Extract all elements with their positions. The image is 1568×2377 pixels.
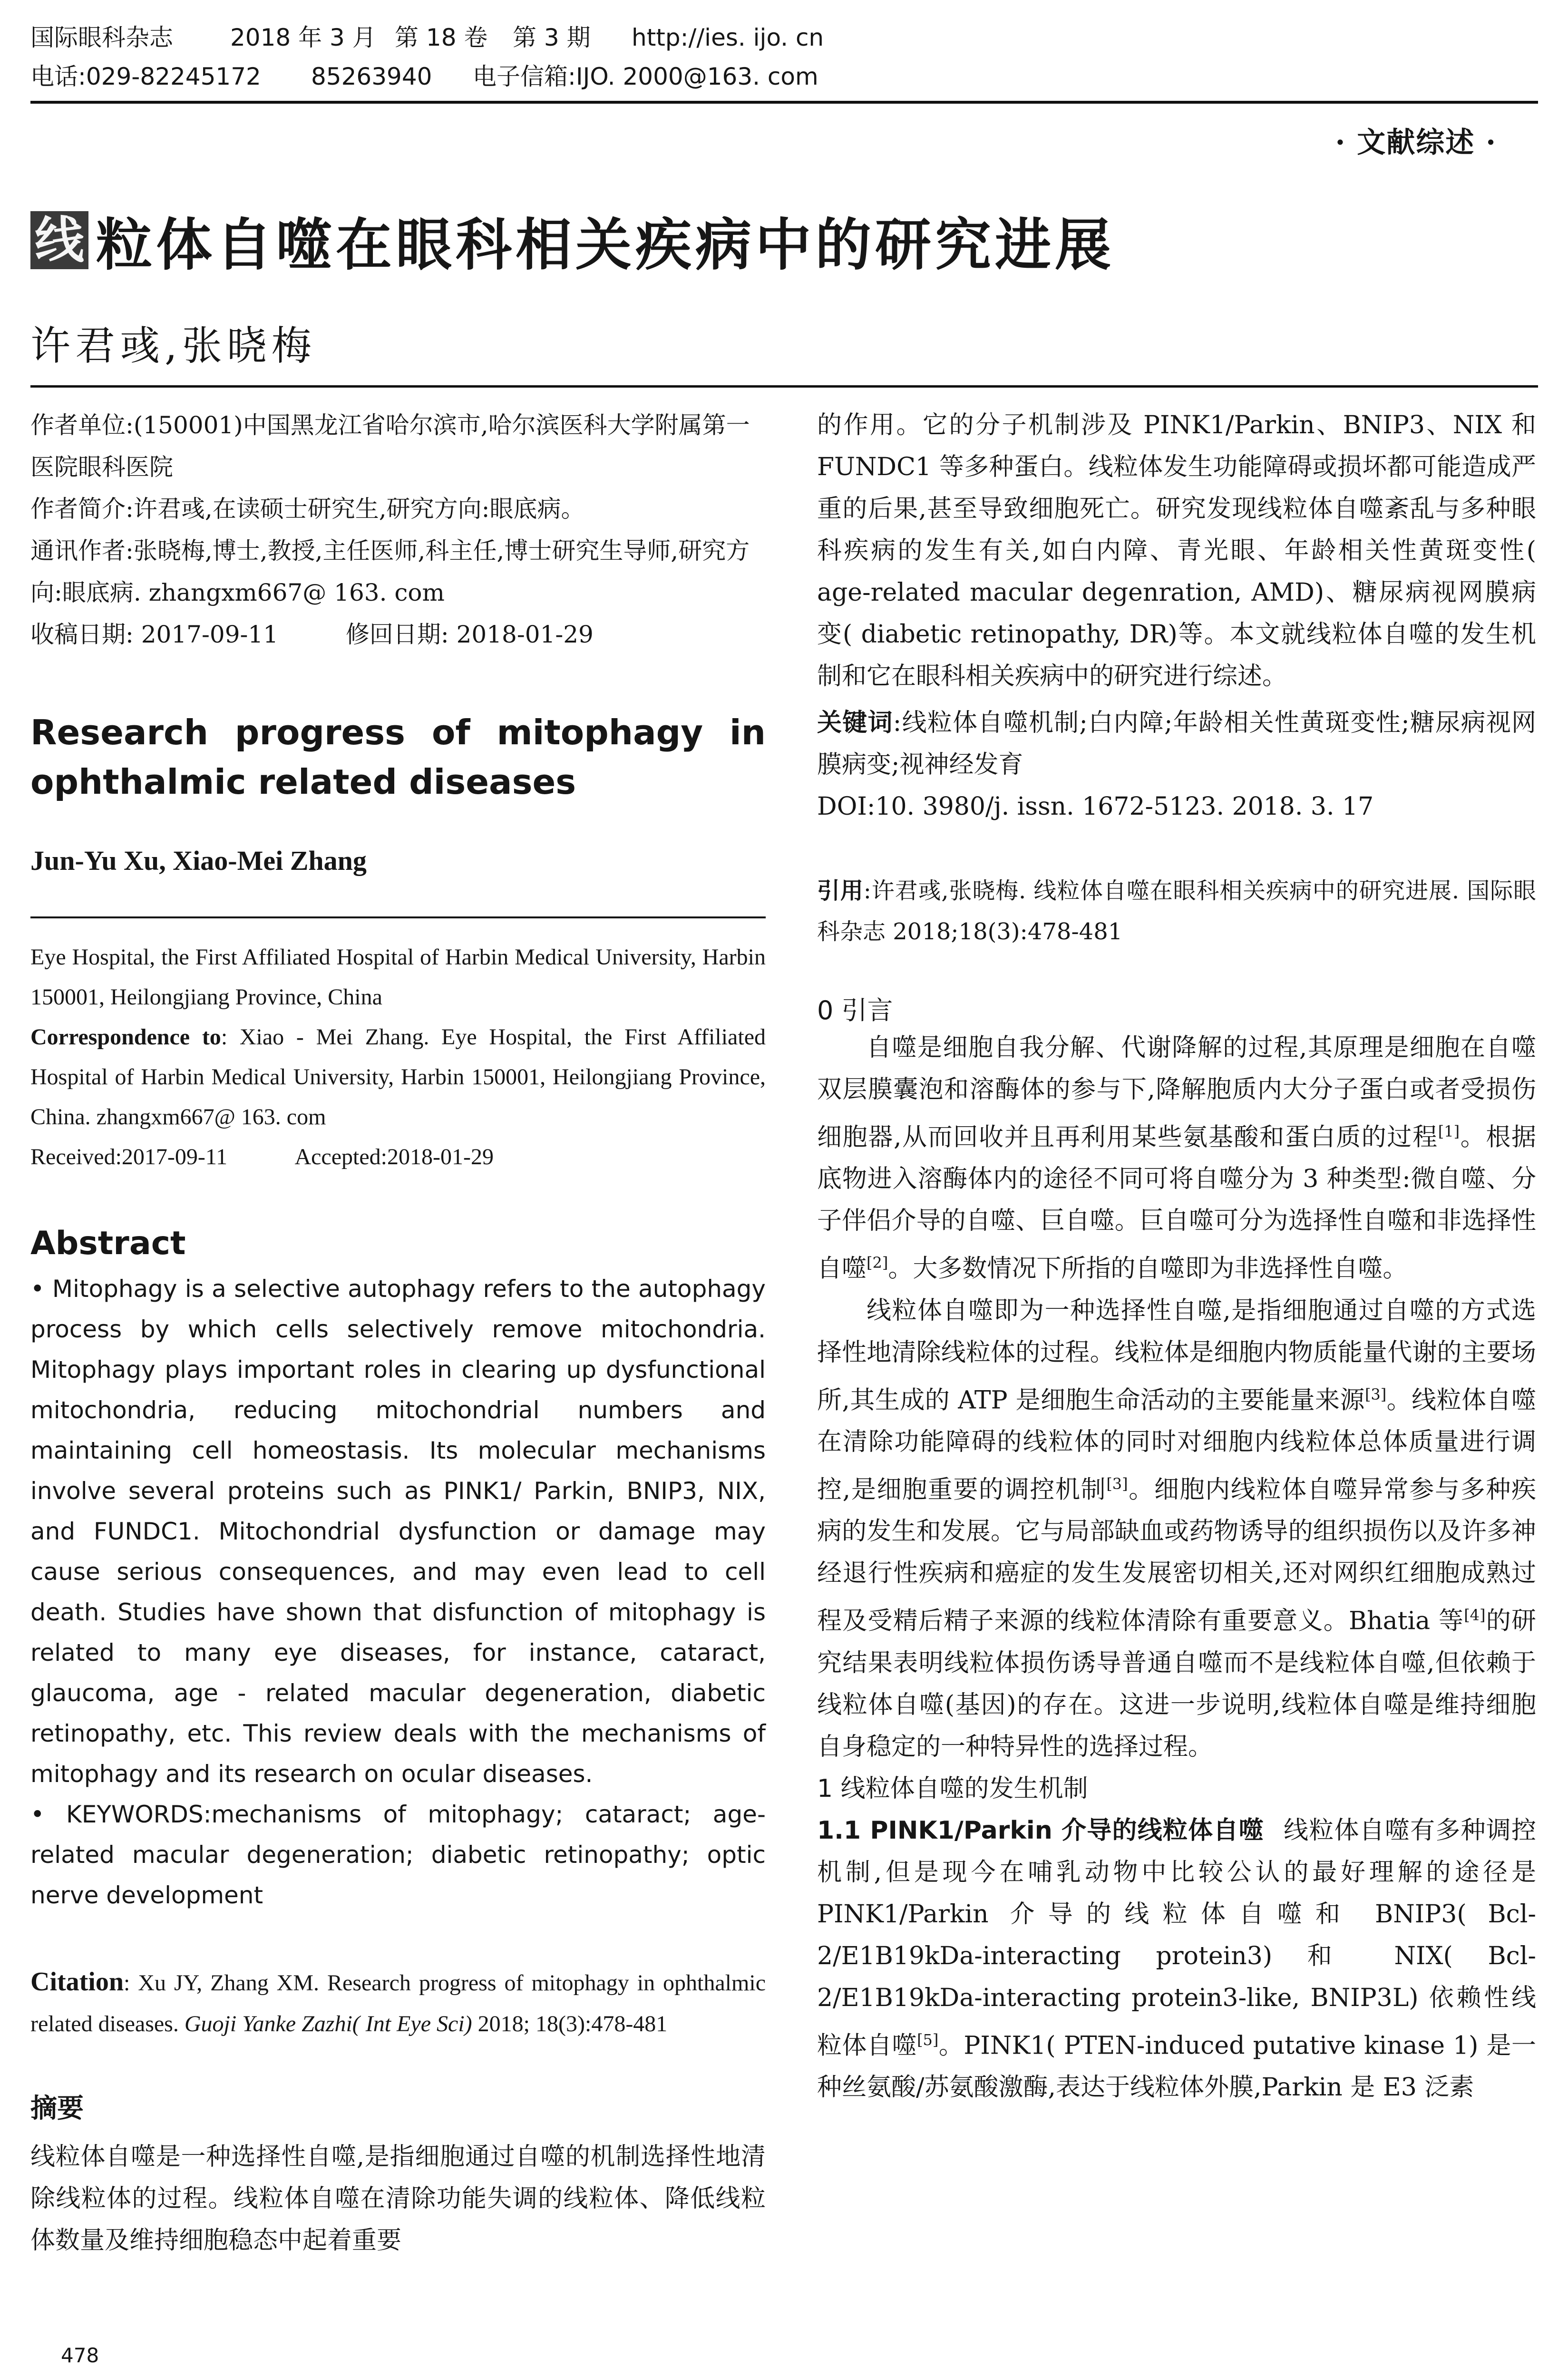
english-affiliation-block (30, 937, 766, 1177)
title-drop-char: 线 (30, 211, 88, 269)
page-number: 478 (61, 2344, 99, 2367)
citation-text: : Xu JY, Zhang XM. Research progress of mitophagy in ophthalmic related diseases. (30, 1970, 766, 2036)
left-column (30, 404, 766, 2261)
english-keywords: • KEYWORDS:mechanisms of mitophagy; cataract; age-related macular degeneration; diabetic retinopathy; optic nerve development (30, 1801, 766, 1909)
ref-1[interactable]: [1] (1438, 1122, 1460, 1140)
p1-part-c: 。大多数情况下所指的自噬即为非选择性自噬。 (888, 1254, 1408, 1283)
english-affiliation: Eye Hospital, the First Affiliated Hospital of Harbin Medical University, Harbin 150001, Heilongjiang Province, China (30, 945, 766, 1010)
p2-part-a: 线粒体自噬即为一种选择性自噬,是指细胞通过自噬的方式选择性地清除线粒体的过程。线粒体是细胞内物质能量代谢的主要场所,其生成的 ATP 是细胞生命活动的主要能量来源 (817, 1296, 1536, 1414)
section-1-heading: 1 线粒体自噬的发生机制 (817, 1774, 1088, 1803)
author-info (30, 404, 766, 655)
english-citation (30, 1961, 766, 2045)
english-correspondence (30, 1017, 766, 1137)
citation-tail: 2018; 18(3):478-481 (477, 2011, 668, 2036)
citation-cn-label: 引用 (817, 877, 864, 904)
english-title-line-1: Research progress of mitophagy in (30, 712, 766, 752)
p1-part-b: 。根据底物进入溶酶体内的途径不同可将自噬分为 3 种类型:微自噬、分子伴侣介导的自噬、巨自噬。巨自噬可分为选择性自噬和非选择性自噬 (817, 1123, 1536, 1283)
correspondence-label: Correspondence to (30, 1024, 221, 1050)
paragraph-1 (817, 1027, 1536, 1290)
english-title-line-2: ophthalmic related diseases (30, 762, 576, 802)
phone: 电话:029-82245172 (30, 63, 261, 90)
ref-4[interactable]: [4] (1464, 1606, 1486, 1625)
volume: 第 18 卷 (395, 24, 488, 51)
corresponding-author: 通讯作者:张晓梅,博士,教授,主任医师,科主任,博士研究生导师,研究方向:眼底病. zhangxm667@ 163. com (30, 537, 750, 606)
right-column (817, 404, 1536, 2108)
title-text: 粒体自噬在眼科相关疾病中的研究进展 (96, 212, 1115, 278)
issue-date: 2018 年 3 月 (230, 24, 376, 51)
journal-name: 国际眼科杂志 (30, 24, 173, 51)
phone-2: 85263940 (311, 63, 432, 90)
doi[interactable]: DOI:10. 3980/j. issn. 1672-5123. 2018. 3. 17 (817, 792, 1374, 821)
keywords-label: 关键词 (817, 709, 893, 737)
affiliation-rule (30, 916, 766, 918)
english-title (30, 708, 766, 807)
english-authors: Jun-Yu Xu, Xiao-Mei Zhang (30, 845, 367, 876)
chinese-abstract-left: 线粒体自噬是一种选择性自噬,是指细胞通过自噬的机制选择性地清除线粒体的过程。线粒体自噬在清除功能失调的线粒体、降低线粒体数量及维持细胞稳态中起着重要 (30, 2143, 766, 2255)
english-abstract (30, 1269, 766, 1916)
author-unit: 作者单位:(150001)中国黑龙江省哈尔滨市,哈尔滨医科大学附属第一医院眼科医院 (30, 411, 750, 481)
citation-cn-text: :许君彧,张晓梅. 线粒体自噬在眼科相关疾病中的研究进展. 国际眼科杂志 2018;18(3):478-481 (817, 877, 1536, 945)
p2-part-b: 。线粒体自噬在清除功能障碍的线粒体的同时对细胞内线粒体总体质量进行调控,是细胞重要的调控机制 (817, 1385, 1536, 1504)
chinese-keywords (817, 702, 1536, 786)
revised-date: 修回日期: 2018-01-29 (345, 621, 594, 648)
ref-3a[interactable]: [3] (1364, 1385, 1387, 1403)
ref-3b[interactable]: [3] (1106, 1474, 1128, 1493)
title-rule (30, 385, 1538, 388)
abstract-text: • Mitophagy is a selective autophagy refers to the autophagy process by which cells selectively remove mitochondria. Mitophagy plays important roles in clearing up dysfunctional mitochondria, reducing mitochondrial numbers and maintaining cell homeostasis. Its molecular mechanisms involve several proteins such as PINK1/ Parkin, BNIP3, NIX, and FUNDC1. Mitochondrial dysfunction or damage may cause serious consequences, and may even lead to cell death. Studies have shown that disfunction of mitophagy is related to many eye diseases, for instance, cataract, glaucoma, age - related macular degeneration, diabetic retinopathy, etc. This review deals with the mechanisms of mitophagy and its research on ocular diseases. (30, 1275, 766, 1788)
article-title (30, 200, 1115, 281)
chinese-abstract-right: 的作用。它的分子机制涉及 PINK1/Parkin、BNIP3、NIX 和 FUNDC1 等多种蛋白。线粒体发生功能障碍或损坏都可能造成严重的后果,甚至导致细胞死亡。研究发现线粒体自噬紊乱与多种眼科疾病的发生有关,如白内障、青光眼、年龄相关性黄斑变性( age-related macular degenration, AMD)、糖尿病视网膜病变( diabetic retinopathy, DR)等。本文就线粒体自噬的发生机制和它在眼科相关疾病中的研究进行综述。 (817, 411, 1536, 691)
english-received: Received:2017-09-11 (30, 1144, 228, 1169)
section-1-1-heading: 1.1 PINK1/Parkin 介导的线粒体自噬 (817, 1816, 1264, 1845)
paragraph-2 (817, 1290, 1536, 1768)
keywords-text: :线粒体自噬机制;白内障;年龄相关性黄斑变性;糖尿病视网膜病变;视神经发育 (817, 709, 1536, 779)
number: 第 3 期 (513, 24, 591, 51)
author-intro: 作者简介:许君彧,在读硕士研究生,研究方向:眼底病。 (30, 495, 585, 523)
p2-part-c: 。细胞内线粒体自噬异常参与多种疾病的发生和发展。它与局部缺血或药物诱导的组织损伤以及许多神经退行性疾病和癌症的发生发展密切相关,还对网织红细胞成熟过程及受精后精子来源的线粒体清除有重要意义。Bhatia 等 (817, 1475, 1536, 1636)
intro-heading: 0 引言 (817, 995, 893, 1025)
email[interactable]: 电子信箱:IJO. 2000@163. com (473, 63, 818, 90)
chinese-abstract-heading: 摘要 (30, 2093, 84, 2124)
header-rule (30, 101, 1538, 104)
section-tag: · 文献综述 · (1335, 126, 1497, 159)
citation-label: Citation (30, 1967, 124, 1997)
ref-5[interactable]: [5] (917, 2030, 939, 2049)
abstract-heading: Abstract (30, 1225, 186, 1262)
authors-cn: 许君彧,张晓梅 (30, 322, 316, 369)
chinese-citation (817, 870, 1536, 952)
dates-row (30, 614, 766, 655)
received-date: 收稿日期: 2017-09-11 (30, 621, 279, 648)
paragraph-3 (817, 1810, 1536, 2108)
p3-part-a: 线粒体自噬有多种调控机制,但是现今在哺乳动物中比较公认的最好理解的途径是 PINK1/Parkin 介导的线粒体自噬和 BNIP3( Bcl-2/E1B19kDa-interacting protein3) 和 NIX( Bcl-2/E1B19kDa-interacting protein3-like, BNIP3L) 依赖性线粒体自噬 (817, 1816, 1536, 2060)
ref-2[interactable]: [2] (867, 1254, 888, 1272)
english-accepted: Accepted:2018-01-29 (294, 1144, 494, 1169)
correspondence-text: : Xiao - Mei Zhang. Eye Hospital, the First Affiliated Hospital of Harbin Medical University, Harbin 150001, Heilongjiang Province, China. zhangxm667@ 163. com (30, 1024, 766, 1130)
citation-journal: Guoji Yanke Zazhi( Int Eye Sci) (184, 2011, 472, 2036)
running-header (30, 18, 1538, 96)
journal-url[interactable]: http://ies. ijo. cn (632, 24, 824, 51)
p3-part-b: 。PINK1( PTEN-induced putative kinase 1) 是一种丝氨酸/苏氨酸激酶,表达于线粒体外膜,Parkin 是 E3 泛素 (817, 2031, 1536, 2102)
p2-part-d: 的研究结果表明线粒体损伤诱导普通自噬而不是线粒体自噬,但依赖于线粒体自噬(基因)的存在。这进一步说明,线粒体自噬是维持细胞自身稳定的一种特异性的选择过程。 (817, 1607, 1536, 1761)
english-dates (30, 1137, 766, 1177)
p1-part-a: 自噬是细胞自我分解、代谢降解的过程,其原理是细胞在自噬双层膜囊泡和溶酶体的参与下,降解胞质内大分子蛋白或者受损伤细胞器,从而回收并且再利用某些氨基酸和蛋白质的过程 (817, 1033, 1536, 1152)
